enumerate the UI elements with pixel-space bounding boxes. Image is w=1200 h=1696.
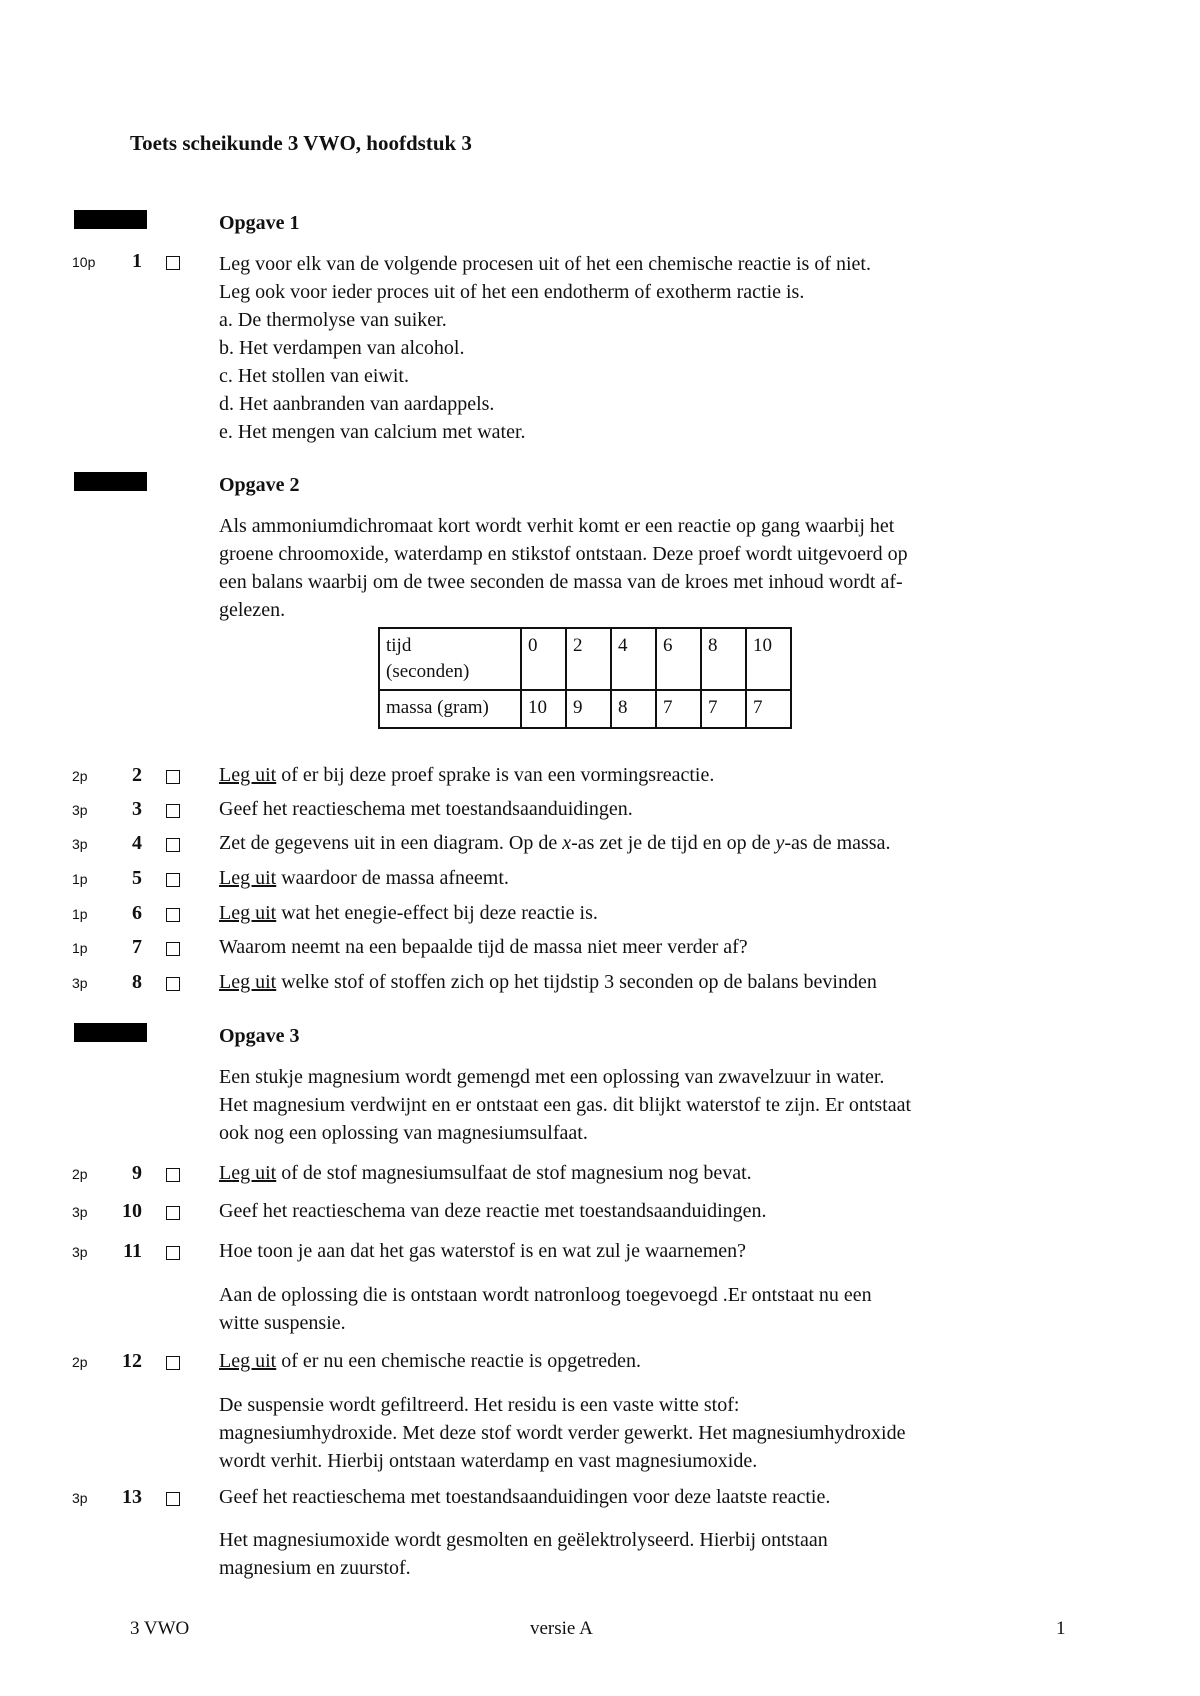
question-number: 4 (132, 832, 142, 854)
page-number: 1 (1056, 1618, 1066, 1639)
checkbox[interactable] (166, 873, 180, 887)
table-cell: 7 (746, 690, 791, 728)
question-text: Hoe toon je aan dat het gas waterstof is en wat zul je waarnemen? (219, 1240, 747, 1262)
question-number: 8 (132, 971, 142, 993)
question-points: 1p (72, 940, 88, 956)
checkbox[interactable] (166, 256, 180, 270)
question-13 (0, 1486, 1200, 1514)
question-number: 5 (132, 867, 142, 889)
opgave-3-paragraph: Het magnesiumoxide wordt gesmolten en geëlektrolyseerd. Hierbij ontstaan magnesium en zuurstof. (219, 1529, 828, 1579)
question-points: 1p (72, 871, 88, 887)
table-header-cell: tijd (seconden) (379, 628, 521, 690)
question-number: 7 (132, 936, 142, 958)
question-number: 6 (132, 902, 142, 924)
question-3 (0, 798, 1200, 826)
question-text: Leg uit welke stof of stoffen zich op het tijdstip 3 seconden op de balans bevinden (219, 971, 877, 993)
question-5 (0, 867, 1200, 895)
checkbox[interactable] (166, 838, 180, 852)
question-points: 3p (72, 1244, 88, 1260)
question-text: Waarom neemt na een bepaalde tijd de massa niet meer verder af? (219, 936, 748, 958)
table-cell: 2 (566, 628, 611, 690)
opgave-3-paragraph: De suspensie wordt gefiltreerd. Het residu is een vaste witte stof: magnesiumhydroxide. Met deze stof wordt verder gewerkt. Het magnesiumhydroxide wordt verhit. Hierbij ontstaan waterdamp en vast magnesiumoxide. (219, 1394, 906, 1472)
question-text: Zet de gegevens uit in een diagram. Op de x-as zet je de tijd en op de y-as de massa. (219, 832, 891, 854)
section-marker-bar (74, 472, 147, 491)
question-points: 3p (72, 975, 88, 991)
question-points: 2p (72, 1354, 88, 1370)
question-6 (0, 902, 1200, 930)
question-text: Leg uit of er nu een chemische reactie is opgetreden. (219, 1350, 642, 1372)
opgave-3-intro: Een stukje magnesium wordt gemengd met een oplossing van zwavelzuur in water. Het magnesium verdwijnt en er ontstaat een gas. dit blijkt waterstof te zijn. Er ontstaat ook nog een oplossing van magnesiumsulfaat. (219, 1066, 912, 1144)
table-cell: 10 (746, 628, 791, 690)
question-number: 12 (122, 1350, 142, 1372)
data-table (378, 627, 792, 729)
checkbox[interactable] (166, 1246, 180, 1260)
question-number: 9 (132, 1162, 142, 1184)
checkbox[interactable] (166, 804, 180, 818)
section-marker-bar (74, 210, 147, 229)
table-cell: 9 (566, 690, 611, 728)
table-cell: 4 (611, 628, 656, 690)
question-text: Leg uit waardoor de massa afneemt. (219, 867, 509, 889)
question-number: 10 (122, 1200, 142, 1222)
opgave-2-heading: Opgave 2 (219, 474, 300, 496)
question-7 (0, 936, 1200, 964)
footer-center: versie A (530, 1618, 593, 1639)
opgave-2-intro: Als ammoniumdichromaat kort wordt verhit komt er een reactie op gang waarbij het groene chroomoxide, waterdamp en stikstof ontstaan. Deze proef wordt uitgevoerd op een balans waarbij om de twee seconden de massa van de kroes met inhoud wordt af- gelezen. (219, 515, 908, 621)
question-points: 1p (72, 906, 88, 922)
question-8 (0, 971, 1200, 999)
checkbox[interactable] (166, 908, 180, 922)
question-text: Geef het reactieschema met toestandsaanduidingen voor deze laatste reactie. (219, 1486, 831, 1508)
table-cell: 7 (656, 690, 701, 728)
opgave-3-paragraph: Aan de oplossing die is ontstaan wordt natronloog toegevoegd .Er ontstaat nu een witte suspensie. (219, 1284, 872, 1334)
question-1-text: Leg voor elk van de volgende procesen uit of het een chemische reactie is of niet. Leg ook voor ieder proces uit of het een endotherm of exotherm ractie is. a. De thermolyse van suiker. b. Het verdampen van alcohol. c. Het stollen van eiwit. d. Het aanbranden van aardappels. e. Het mengen van calcium met water. (219, 253, 871, 443)
checkbox[interactable] (166, 770, 180, 784)
question-points: 3p (72, 836, 88, 852)
question-points: 3p (72, 1490, 88, 1506)
question-11 (0, 1240, 1200, 1268)
question-2 (0, 764, 1200, 792)
question-points: 2p (72, 768, 88, 784)
question-number: 2 (132, 764, 142, 786)
footer-left: 3 VWO (130, 1618, 190, 1639)
table-row (379, 690, 791, 728)
question-points: 10p (72, 254, 96, 270)
document-title: Toets scheikunde 3 VWO, hoofdstuk 3 (130, 131, 472, 155)
question-text: Leg uit wat het enegie-effect bij deze reactie is. (219, 902, 598, 924)
table-cell: 10 (521, 690, 566, 728)
question-12 (0, 1350, 1200, 1378)
opgave-3-heading: Opgave 3 (219, 1025, 300, 1047)
table-header-cell: massa (gram) (379, 690, 521, 728)
question-9 (0, 1162, 1200, 1190)
question-number: 11 (123, 1240, 142, 1262)
checkbox[interactable] (166, 977, 180, 991)
checkbox[interactable] (166, 1168, 180, 1182)
question-points: 3p (72, 802, 88, 818)
table-cell: 0 (521, 628, 566, 690)
question-text: Leg uit of de stof magnesiumsulfaat de stof magnesium nog bevat. (219, 1162, 752, 1184)
question-points: 3p (72, 1204, 88, 1220)
table-cell: 6 (656, 628, 701, 690)
checkbox[interactable] (166, 1356, 180, 1370)
table-cell: 8 (611, 690, 656, 728)
question-number: 13 (122, 1486, 142, 1508)
checkbox[interactable] (166, 1492, 180, 1506)
section-marker-bar (74, 1023, 147, 1042)
question-10 (0, 1200, 1200, 1228)
checkbox[interactable] (166, 1206, 180, 1220)
table-row (379, 628, 791, 690)
opgave-1-heading: Opgave 1 (219, 212, 300, 234)
question-4 (0, 832, 1200, 860)
question-number: 3 (132, 798, 142, 820)
question-text: Geef het reactieschema met toestandsaanduidingen. (219, 798, 633, 820)
question-number: 1 (132, 250, 142, 272)
checkbox[interactable] (166, 942, 180, 956)
table-cell: 8 (701, 628, 746, 690)
question-text: Geef het reactieschema van deze reactie met toestandsaanduidingen. (219, 1200, 767, 1222)
question-points: 2p (72, 1166, 88, 1182)
question-text: Leg uit of er bij deze proef sprake is van een vormingsreactie. (219, 764, 715, 786)
table-cell: 7 (701, 690, 746, 728)
